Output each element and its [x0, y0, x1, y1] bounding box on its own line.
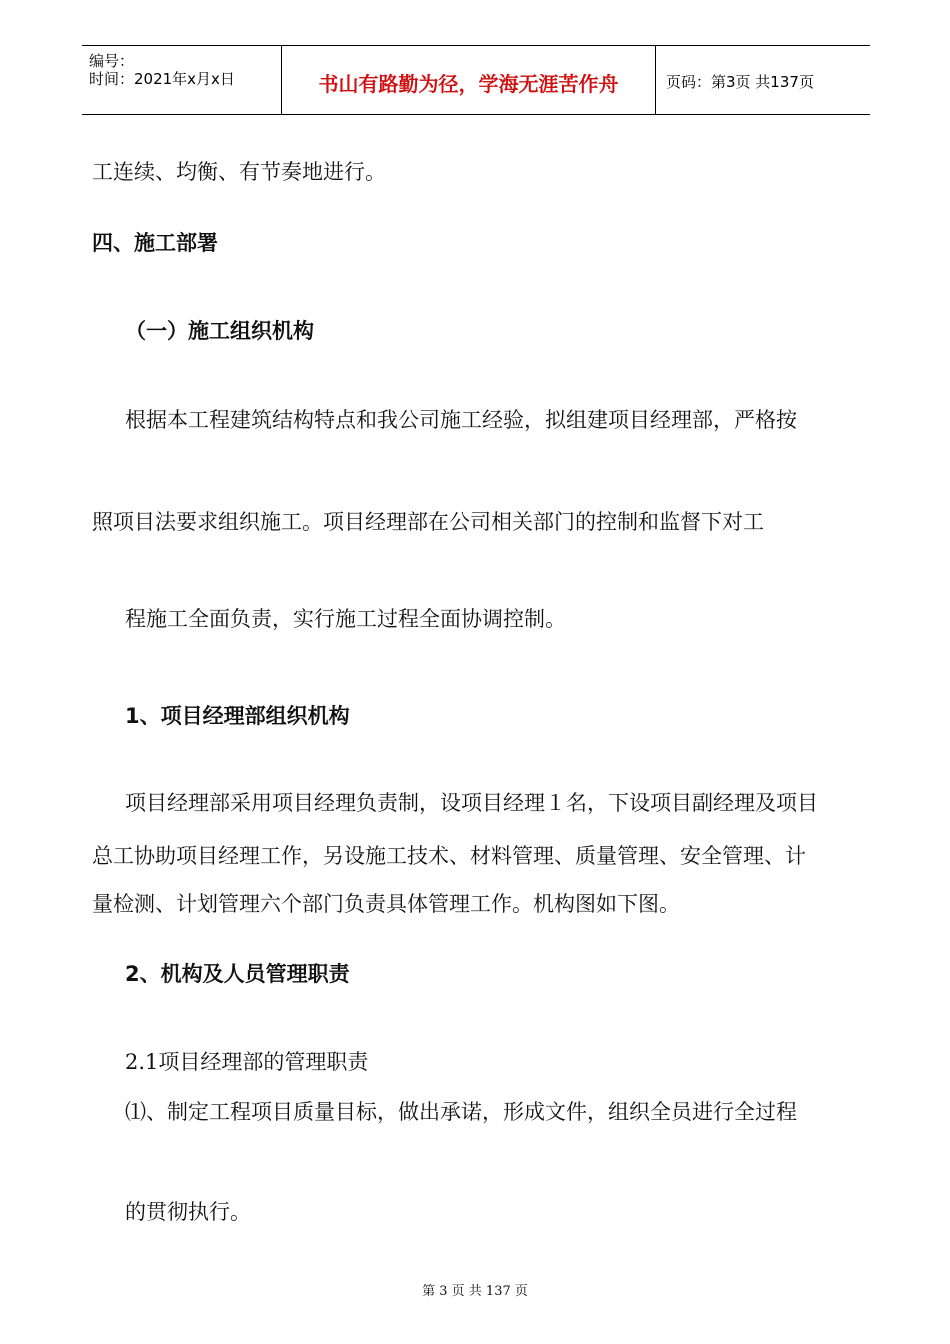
page-header	[82, 45, 870, 115]
paragraph-1-line-3: 程施工全面负责，实行施工过程全面协调控制。	[125, 607, 566, 631]
paragraph-2-line-2: 总工协助项目经理工作，另设施工技术、材料管理、质量管理、安全管理、计	[92, 844, 806, 868]
header-page-info: 页码：第3页 共137页	[666, 73, 814, 91]
number-label: 编号：	[89, 52, 135, 70]
heading-2: 2、机构及人员管理职责	[125, 962, 350, 986]
body-line-continuation: 工连续、均衡、有节奏地进行。	[92, 160, 386, 184]
header-meta-cell	[82, 46, 282, 114]
time-label: 时间：2021年x月x日	[89, 70, 235, 88]
header-page-cell	[656, 46, 870, 114]
item-1-line-2: 的贯彻执行。	[125, 1200, 251, 1224]
item-1-line-1: ⑴、制定工程项目质量目标，做出承诺，形成文件，组织全员进行全过程	[125, 1100, 797, 1124]
paragraph-2-line-3: 量检测、计划管理六个部门负责具体管理工作。机构图如下图。	[92, 892, 680, 916]
heading-1: 1、项目经理部组织机构	[125, 704, 350, 728]
header-motto-cell	[282, 46, 656, 114]
subheading-2-1: 2.1项目经理部的管理职责	[125, 1050, 369, 1074]
header-motto: 书山有路勤为径，学海无涯苦作舟	[318, 72, 619, 96]
subsection-heading: （一）施工组织机构	[125, 319, 314, 343]
paragraph-1-line-2: 照项目法要求组织施工。项目经理部在公司相关部门的控制和监督下对工	[92, 510, 764, 534]
page-footer: 第 3 页 共 137 页	[422, 1284, 528, 1299]
section-heading: 四、施工部署	[92, 231, 218, 255]
paragraph-2-line-1: 项目经理部采用项目经理负责制，设项目经理１名，下设项目副经理及项目	[125, 791, 818, 815]
paragraph-1-line-1: 根据本工程建筑结构特点和我公司施工经验，拟组建项目经理部，严格按	[125, 408, 797, 432]
